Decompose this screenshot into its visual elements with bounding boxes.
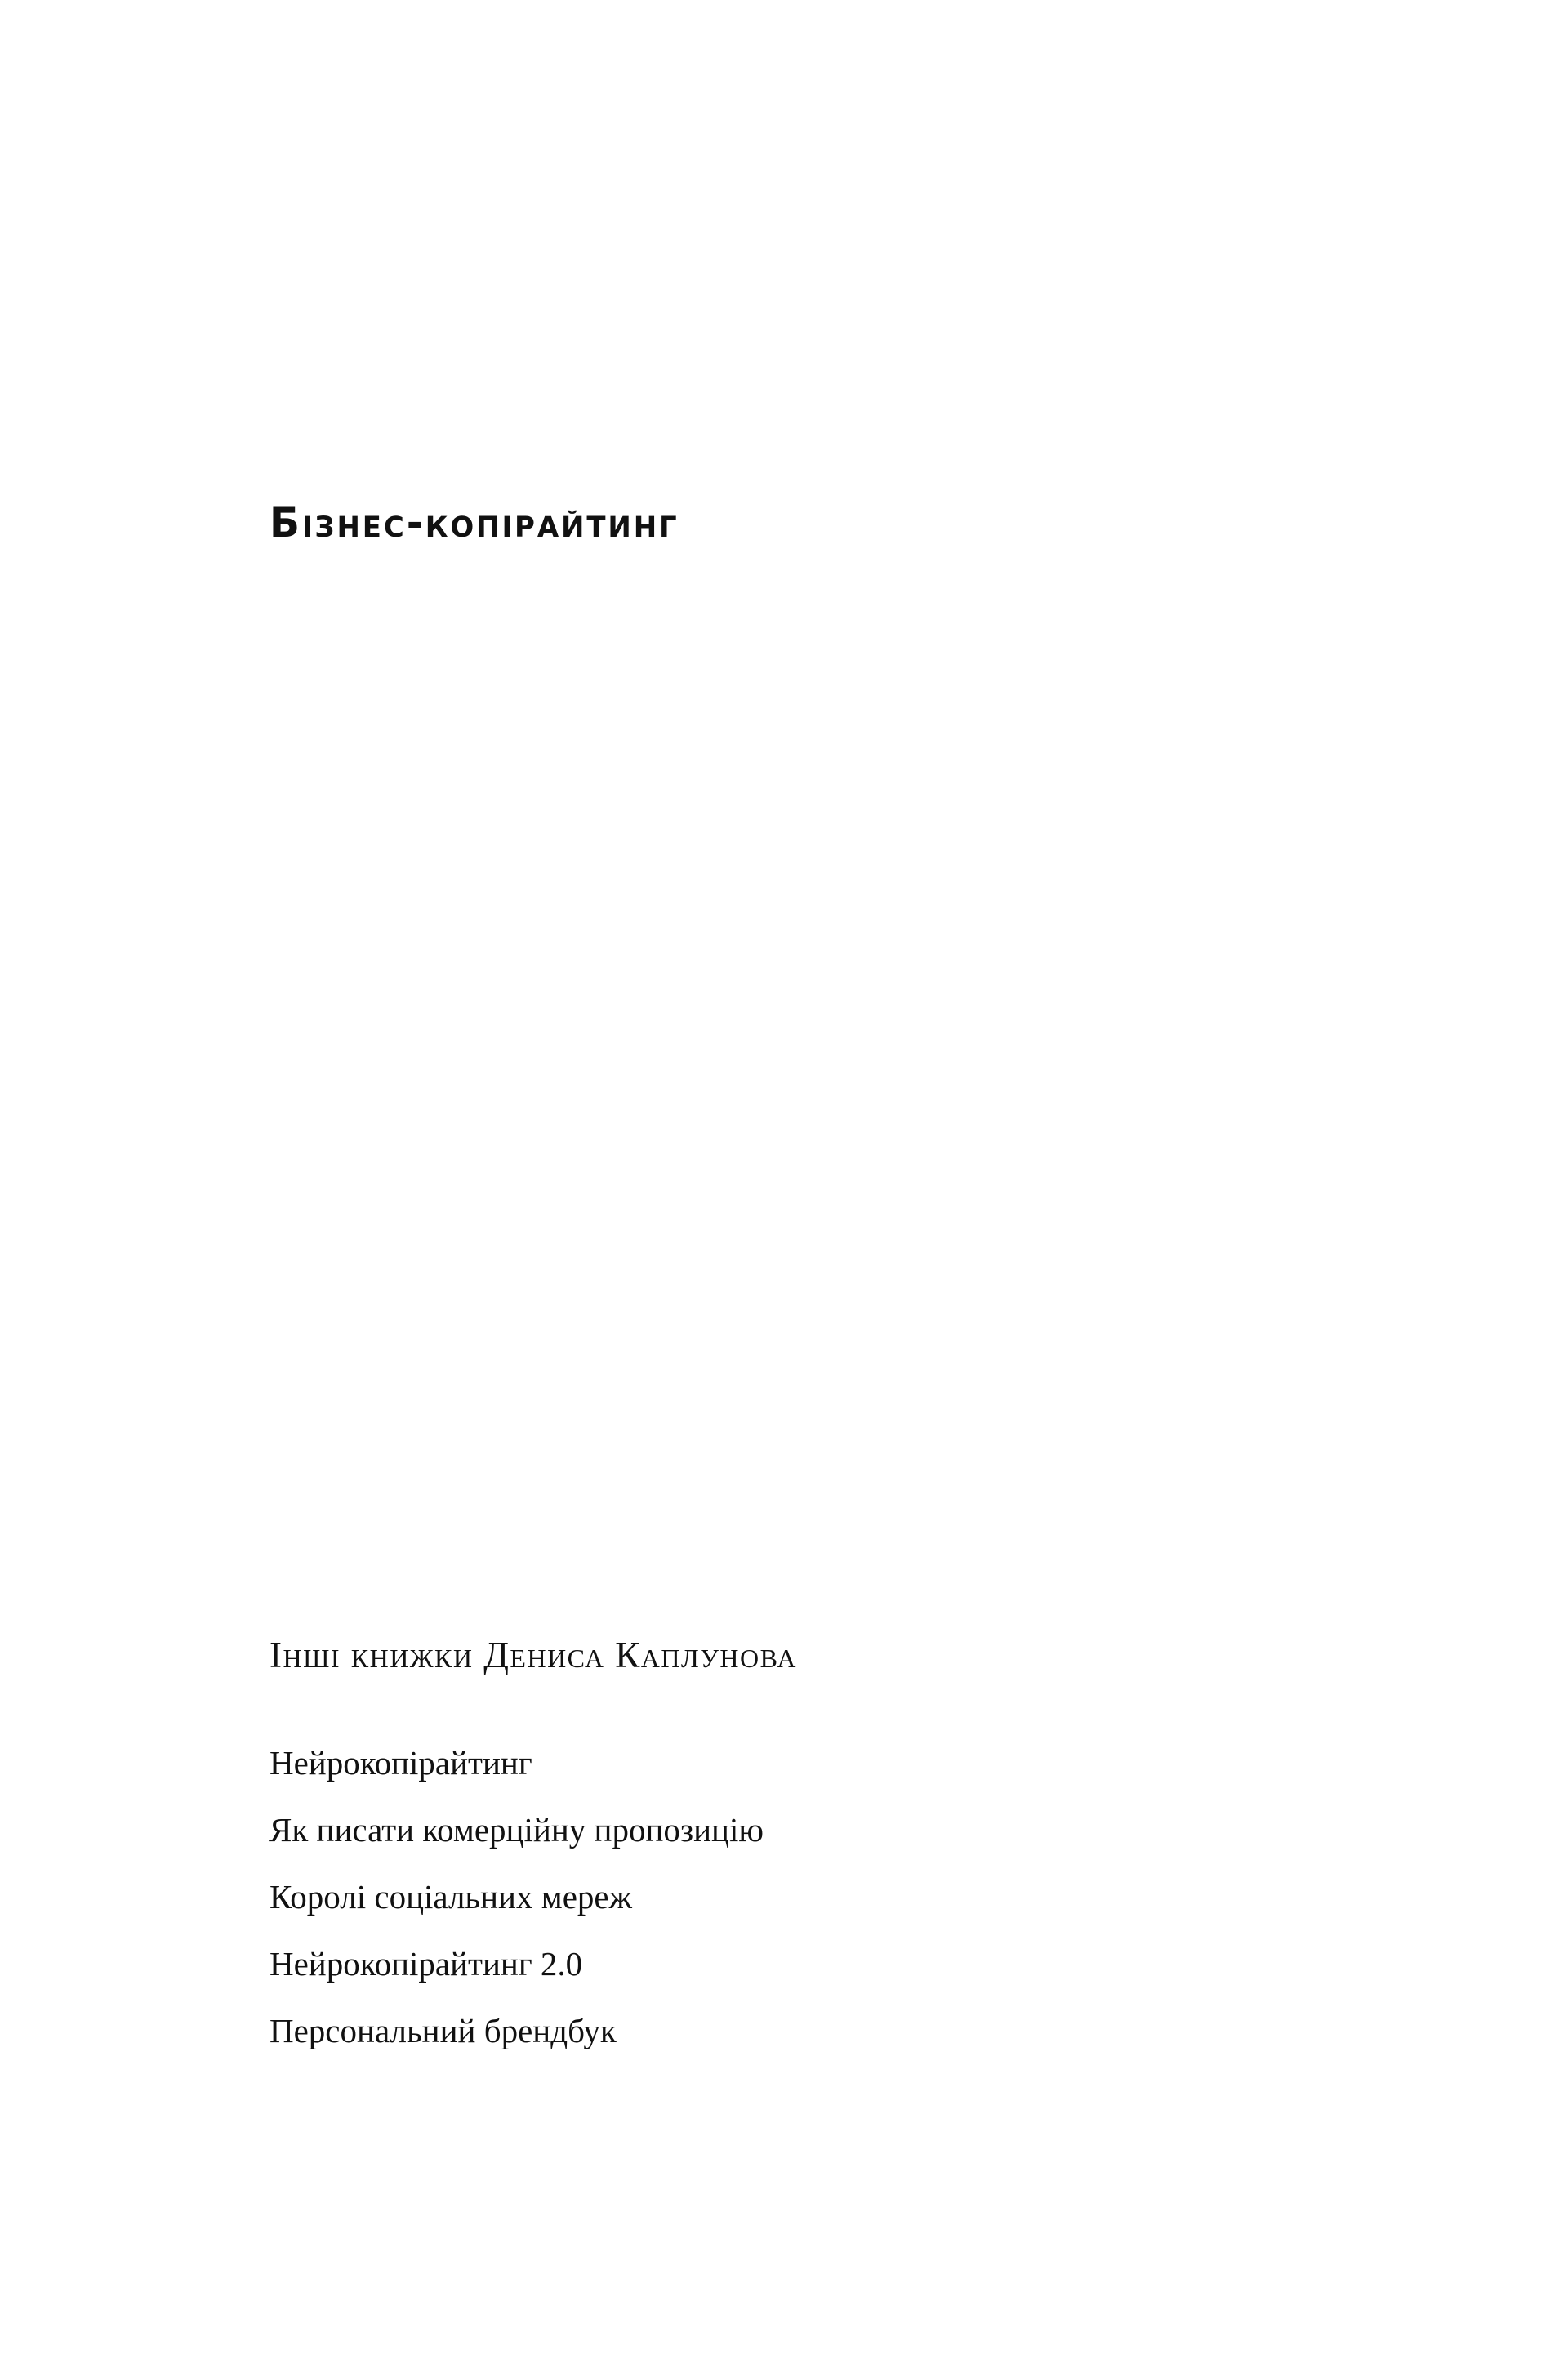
other-books-heading: Інші книжки Дениса Каплунова — [270, 1635, 798, 1675]
list-item: Персональний брендбук — [270, 2012, 617, 2049]
list-item: Нейрокопірайтинг — [270, 1744, 532, 1782]
list-item: Як писати комерційну пропозицію — [270, 1811, 764, 1849]
list-item: Нейрокопірайтинг 2.0 — [270, 1945, 583, 1983]
other-books-list — [270, 1729, 764, 2064]
book-title: Бізнес-копірайтинг — [270, 499, 679, 546]
list-item: Королі соціальних мереж — [270, 1878, 632, 1916]
